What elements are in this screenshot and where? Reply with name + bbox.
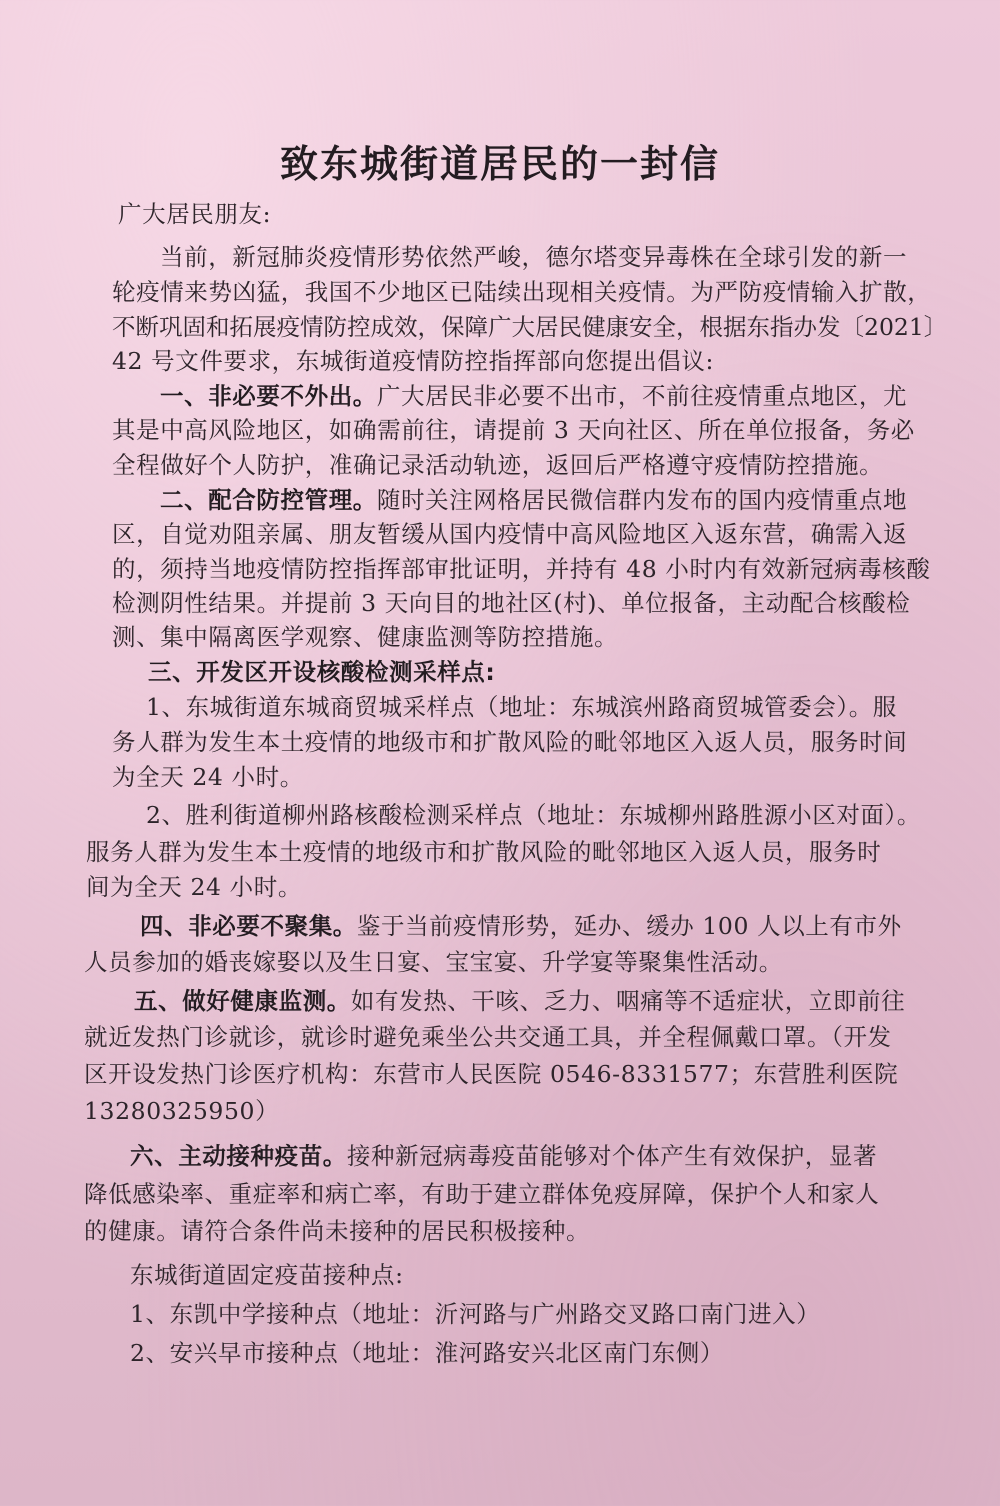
paragraph-line: 全程做好个人防护，准确记录活动轨迹，返回后严格遵守疫情防控措施。: [112, 451, 884, 479]
paragraph-line: 2、胜利街道柳州路核酸检测采样点（地址：东城柳州路胜源小区对面）。: [146, 801, 922, 829]
paragraph-line: 1、东凯中学接种点（地址：沂河路与广州路交叉路口南门进入）: [130, 1300, 821, 1328]
paragraph-line: 人员参加的婚丧嫁娶以及生日宴、宝宝宴、升学宴等聚集性活动。: [84, 948, 783, 976]
section-six-heading-line: 六、主动接种疫苗。接种新冠病毒疫苗能够对个体产生有效保护，显著: [130, 1142, 878, 1170]
paragraph-line: 区，自觉劝阻亲属、朋友暂缓从国内疫情中高风险地区入返东营，确需入返: [112, 520, 908, 548]
paragraph-line: 的健康。请符合条件尚未接种的居民积极接种。: [84, 1217, 591, 1245]
paragraph-line: 不断巩固和拓展疫情防控成效，保障广大居民健康安全，根据东指办发〔2021〕: [112, 313, 948, 341]
paragraph-line: 务人群为发生本土疫情的地级市和扩散风险的毗邻地区入返人员，服务时间: [112, 728, 908, 756]
section-one-heading-line: 一、非必要不外出。广大居民非必要不出市，不前往疫情重点地区，尤: [160, 382, 908, 410]
paragraph-line: 1、东城街道东城商贸城采样点（地址：东城滨州路商贸城管委会）。服: [146, 693, 897, 721]
paragraph-line: 的，须持当地疫情防控指挥部审批证明，并持有 48 小时内有效新冠病毒核酸: [112, 555, 931, 583]
paragraph-line: 42 号文件要求，东城街道疫情防控指挥部向您提出倡议:: [112, 347, 714, 375]
paragraph-line: 其是中高风险地区，如确需前往，请提前 3 天向社区、所在单位报备，务必: [112, 416, 915, 444]
paragraph-line: 检测阴性结果。并提前 3 天向目的地社区(村)、单位报备，主动配合核酸检: [112, 589, 911, 617]
paragraph-line: 区开设发热门诊医疗机构：东营市人民医院 0546-8331577；东营胜利医院: [84, 1060, 899, 1088]
letter-title: 致东城街道居民的一封信: [279, 142, 720, 186]
section-two-heading-line: 二、配合防控管理。随时关注网格居民微信群内发布的国内疫情重点地: [160, 486, 908, 514]
section-three-heading-line: 三、开发区开设核酸检测采样点:: [148, 658, 496, 686]
paragraph-line: 当前，新冠肺炎疫情形势依然严峻，德尔塔变异毒株在全球引发的新一: [160, 243, 908, 271]
paragraph-line: 降低感染率、重症率和病亡率，有助于建立群体免疫屏障，保护个人和家人: [84, 1180, 880, 1208]
paragraph-line: 就近发热门诊就诊，就诊时避免乘坐公共交通工具，并全程佩戴口罩。（开发: [84, 1023, 892, 1051]
paragraph-line: 东城街道固定疫苗接种点:: [130, 1261, 404, 1289]
paragraph-line: 测、集中隔离医学观察、健康监测等防控措施。: [112, 623, 619, 651]
paragraph-line: 2、安兴早市接种点（地址：淮河路安兴北区南门东侧）: [130, 1339, 724, 1367]
paragraph-line: 13280325950）: [84, 1097, 280, 1125]
section-five-heading-line: 五、做好健康监测。如有发热、干咳、乏力、咽痛等不适症状，立即前往: [134, 987, 906, 1015]
paragraph-line: 间为全天 24 小时。: [86, 873, 302, 901]
paragraph-line: 轮疫情来势凶猛，我国不少地区已陆续出现相关疫情。为严防疫情输入扩散，: [112, 278, 932, 306]
paragraph-line: 服务人群为发生本土疫情的地级市和扩散风险的毗邻地区入返人员，服务时: [86, 838, 882, 866]
salutation: 广大居民朋友:: [118, 200, 272, 228]
section-four-heading-line: 四、非必要不聚集。鉴于当前疫情形势，延办、缓办 100 人以上有市外: [140, 912, 902, 940]
paragraph-line: 为全天 24 小时。: [112, 763, 304, 791]
